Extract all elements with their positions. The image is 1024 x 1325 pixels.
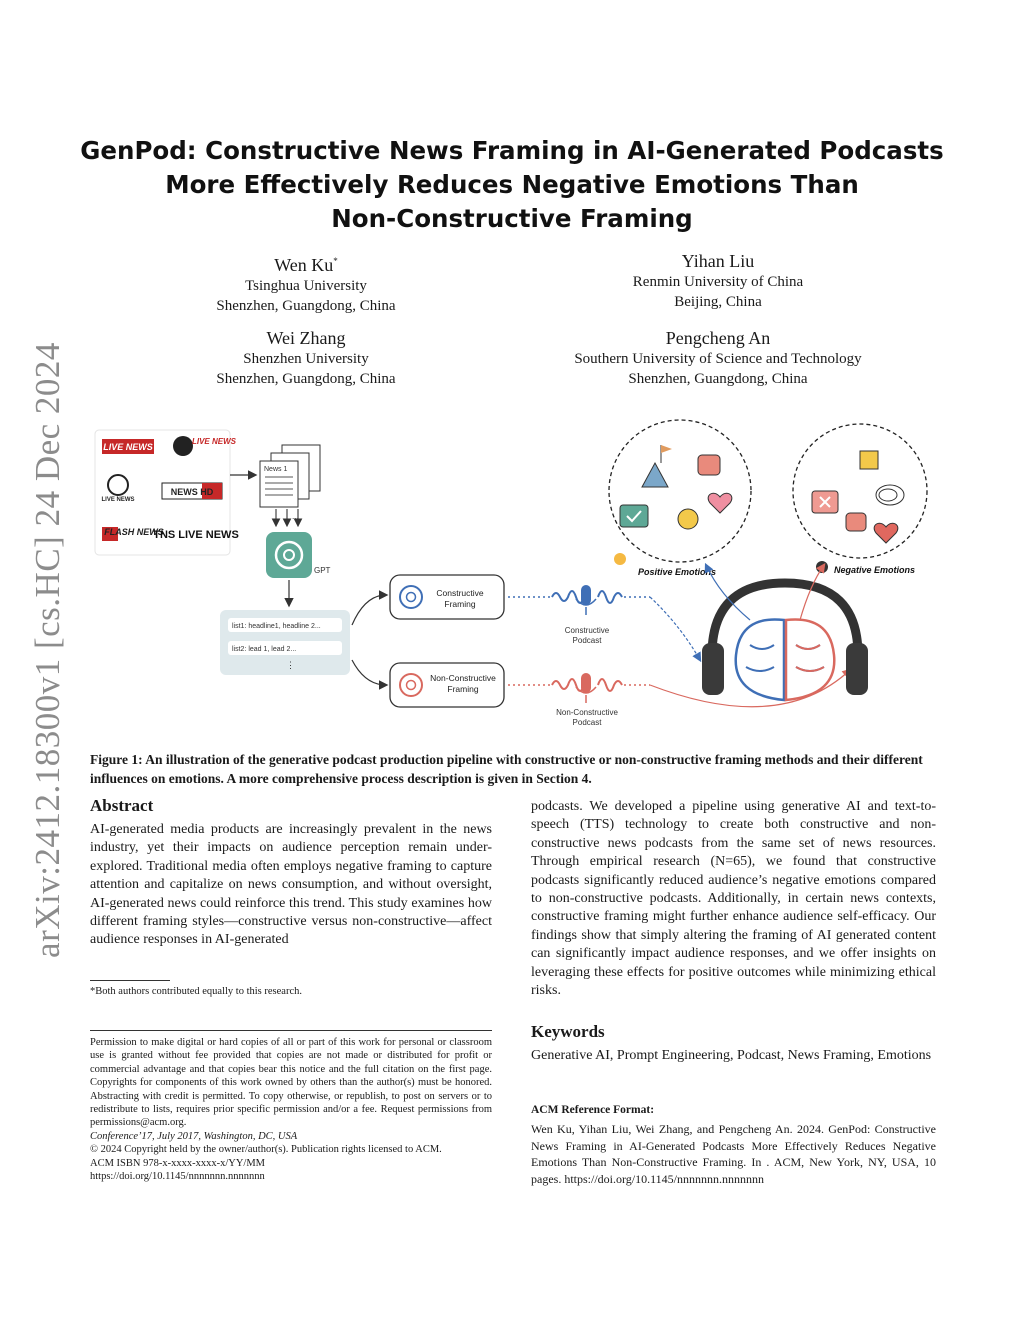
author-pengcheng-an: [508, 327, 928, 389]
logo-text: FLASH NEWS: [104, 527, 164, 537]
keywords-text: Generative AI, Prompt Engineering, Podcast, News Framing, Emotions: [531, 1048, 932, 1063]
copyright-line: © 2024 Copyright held by the owner/author(s). Publication rights licensed to ACM.: [90, 1144, 442, 1156]
permission-rule: [90, 1030, 492, 1031]
author-location: Shenzhen, Guangdong, China: [216, 371, 396, 387]
author-name: Wen Ku: [274, 255, 334, 275]
news-documents-icon: [260, 445, 320, 507]
author-affiliation: Tsinghua University: [245, 278, 367, 294]
negative-emotions-label: Negative Emotions: [834, 565, 916, 575]
figure-1-pipeline: [90, 415, 940, 735]
paper-title-line-2: More Effectively Reduces Negative Emotions Than: [165, 170, 859, 199]
constructive-box-line2: Framing: [444, 599, 476, 609]
footnote: *Both authors contributed equally to this research.: [90, 986, 302, 997]
equal-contribution-mark: *: [333, 256, 338, 266]
author-wei-zhang: [96, 327, 516, 389]
positive-emotions-circle: [609, 420, 751, 562]
constructive-box-line1: Constructive: [436, 588, 484, 598]
abstract-heading: Abstract: [90, 796, 154, 815]
constructive-framing-box: [390, 575, 504, 619]
list-item-2: list2: lead 1, lead 2...: [232, 646, 297, 653]
doc-ellipsis: ...: [292, 512, 299, 521]
smile-face-icon: [614, 553, 626, 565]
nonconstructive-box-line2: Framing: [447, 684, 479, 694]
nonconstructive-podcast-line1: Non-Constructive: [556, 708, 618, 717]
logo-text: LIVE NEWS: [101, 497, 135, 503]
logo-text: LIVE NEWS: [103, 442, 153, 452]
paper-title-line-3: Non-Constructive Framing: [331, 204, 693, 233]
logo-news-hd: [162, 483, 222, 499]
logo-text: LIVE NEWS: [191, 437, 237, 446]
constructive-podcast-wave-icon: [508, 585, 650, 615]
nonconstructive-podcast-line2: Podcast: [572, 718, 602, 727]
author-location: Shenzhen, Guangdong, China: [216, 298, 396, 314]
nonconstructive-framing-box: [390, 663, 504, 707]
list-item-1: list1: headline1, headline 2...: [232, 623, 321, 630]
list-more: ⋮: [286, 660, 295, 670]
headphones-brain-icon: [702, 583, 868, 700]
author-affiliation: Renmin University of China: [632, 274, 804, 290]
logo-text: NEWS HD: [170, 487, 214, 497]
x-message-icon: [812, 491, 838, 513]
acm-reference-heading: ACM Reference Format:: [531, 1104, 655, 1116]
headline-list-panel: [220, 610, 350, 675]
author-name: Wei Zhang: [266, 328, 346, 348]
constructive-podcast-line1: Constructive: [564, 626, 610, 635]
gpt-label: GPT: [314, 566, 331, 575]
keywords-heading: Keywords: [531, 1022, 605, 1041]
doc-label: News 1: [264, 466, 288, 473]
logo-tns: [153, 529, 239, 541]
puzzle-icon: [860, 451, 878, 469]
permission-text: Permission to make digital or hard copies of all or part of this work for personal or classroom use is granted without fee provided that copies are not made or distributed for profit or commercial advantage and that copies bear this notice and the full citation on the first page. Copyrights for components of this work owned by others than the author(s) must be honored. Abstracting with credit is permitted. To copy otherwise, or republish, to post on servers or to redistribute to lists, requires prior specific permission and/or a fee. Request permissions from permissions@acm.org.: [90, 1037, 492, 1129]
author-location: Beijing, China: [674, 294, 762, 310]
isbn-line: ACM ISBN 978-x-xxxx-xxxx-x/YY/MM: [90, 1157, 266, 1169]
lightbulb-icon: [678, 509, 698, 529]
author-wen-ku: [96, 250, 516, 316]
thumbs-down-icon: [846, 513, 866, 531]
conference-info: Conference’17, July 2017, Washington, DC, USA: [90, 1130, 298, 1142]
author-name: Yihan Liu: [681, 251, 755, 271]
check-message-icon: [620, 505, 648, 527]
abstract-right-column: podcasts. We developed a pipeline using generative AI and text-to-speech (TTS) technology to create both constructive and non-constructive news podcasts from the same set of news resources. Through empirical research (N=65), we found that constructive podcasts significantly reduced audience’s negative emotions compared to non-constructive podcasts. Additionally, in certain news contexts, constructive framing might further enhance audience self-efficacy. Our findings show that simply altering the framing of AI generated content can significantly impact audience responses, and we offer insights on leveraging these effects for positive outcomes while minimizing ethical risks.: [531, 799, 936, 999]
gpt-logo-icon: [266, 532, 312, 578]
footnote-rule: [90, 980, 170, 981]
thumbs-up-icon: [698, 455, 720, 475]
paper-title-line-1: GenPod: Constructive News Framing in AI-Generated Podcasts: [80, 136, 944, 165]
news-logos-panel: [95, 430, 239, 555]
logo-live-news-1: [102, 439, 154, 454]
author-affiliation: Southern University of Science and Technology: [574, 351, 862, 367]
author-yihan-liu: [508, 250, 928, 312]
doi-link[interactable]: https://doi.org/10.1145/nnnnnnn.nnnnnnn: [90, 1171, 265, 1183]
logo-text: TNS LIVE NEWS: [153, 529, 239, 541]
author-name: Pengcheng An: [665, 328, 771, 348]
constructive-podcast-line2: Podcast: [572, 636, 602, 645]
abstract-left-column: AI-generated media products are increasingly prevalent in the news industry, yet their impacts on audience perception remain under-explored. Traditional media often employs negative framing to capture attention and capitalize on news consumption, and without oversight, AI-generated news could reinforce this trend. This study examines how different framing styles—constructive versus non-constructive—affect audience responses in AI-generated: [90, 822, 492, 948]
author-affiliation: Shenzhen University: [243, 351, 369, 367]
nonconstructive-podcast-wave-icon: [508, 673, 650, 703]
author-location: Shenzhen, Guangdong, China: [628, 371, 808, 387]
acm-reference-text: Wen Ku, Yihan Liu, Wei Zhang, and Pengcheng An. 2024. GenPod: Constructive News Framing in AI-Generated Podcasts More Effectively Reduces Negative Emotions Than Non-Constructive Framing. In . ACM, New York, NY, USA, 10 pages. https://doi.org/10.1145/nnnnnnn.nnnnnnn: [531, 1122, 936, 1186]
positive-emotions-label: Positive Emotions: [638, 567, 717, 577]
negative-emotions-circle: [793, 424, 927, 558]
permission-block: [90, 1036, 492, 1183]
figure-caption: Figure 1: An illustration of the generative podcast production pipeline with constructive or non-constructive framing methods and their different influences on emotions. A more comprehensive process description is given in Section 4.: [90, 752, 923, 786]
nonconstructive-box-line1: Non-Constructive: [430, 673, 496, 683]
arxiv-side-stamp: arXiv:2412.18300v1 [cs.HC] 24 Dec 2024: [28, 342, 67, 958]
